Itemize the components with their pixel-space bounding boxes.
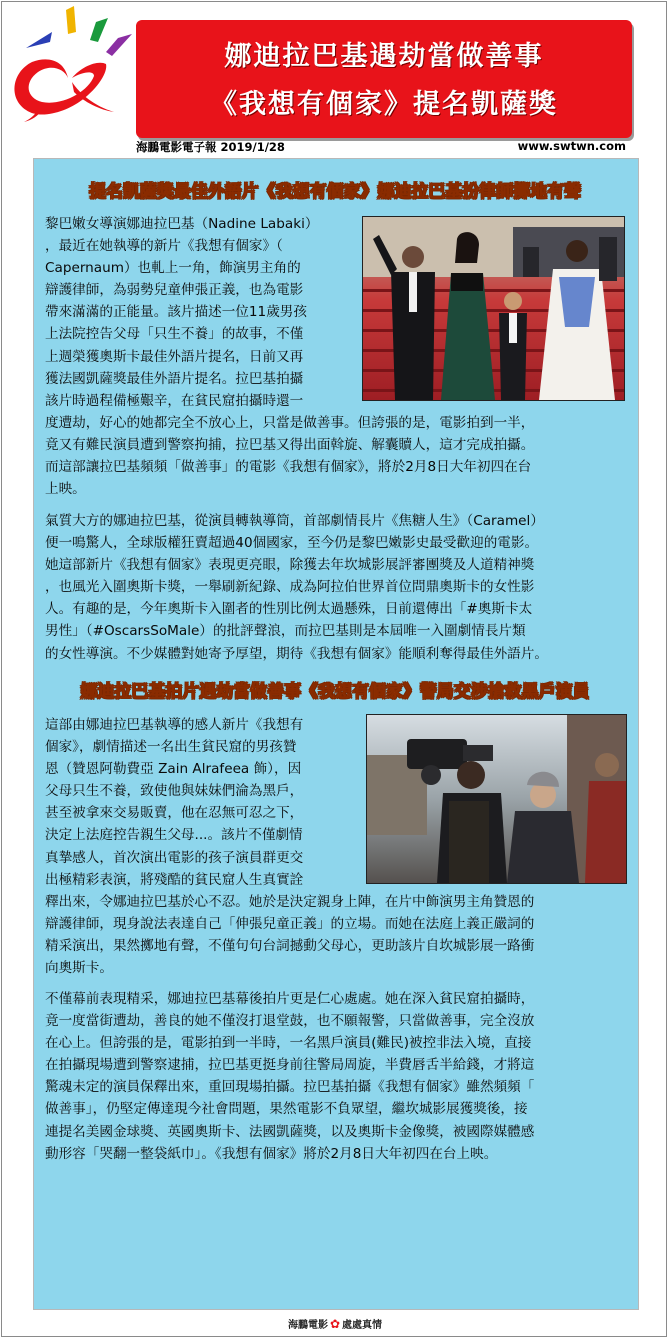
section1-paragraph2: [45, 510, 630, 665]
footer-logo: [0, 1316, 670, 1331]
page-title-line1: 娜迪拉巴基遇劫當做善事: [224, 41, 544, 72]
text-line: 向奧斯卡。: [45, 960, 113, 977]
text-line: 在心上。但誇張的是，電影拍到一半時，一名黑戶演員(難民)被控非法入境，直接: [45, 1035, 532, 1052]
text-line: ，也風光入圍奧斯卡獎，一舉刷新紀錄、成為阿拉伯世界首位問鼎奧斯卡的女性影: [45, 579, 535, 596]
page-title-line2: 《我想有個家》提名凱薩獎: [210, 89, 558, 120]
byline: 海鵬電影電子報 2019/1/28: [136, 140, 285, 154]
text-line: Capernaum）也軋上一角，飾演男主角的: [45, 260, 301, 277]
text-line: 辯護律師，現身說法表達自己「伸張兒童正義」的立場。而她在法庭上義正嚴詞的: [45, 915, 535, 932]
section1-paragraph1: [45, 213, 630, 500]
text-line: 真摯感人，首次演出電影的孩子演員群更交: [45, 849, 304, 866]
footer-right-text: 處處真情: [342, 1320, 383, 1331]
text-line: 度遭劫，好心的她都完全不放心上，只當是做善事。但誇張的是，電影拍到一半，: [45, 414, 535, 431]
text-line: 不僅幕前表現精采，娜迪拉巴基幕後拍片更是仁心處處。她在深入貧民窟拍攝時，: [45, 991, 535, 1007]
text-line: 父母只生不養，致使他與妹妹們淪為黑戶，: [45, 783, 304, 800]
text-line: 動形容「哭翻一整袋紙巾」。《我想有個家》將於2月8日大年初四在台上映。: [45, 1145, 498, 1162]
text-line: 上法院控告父母「只生不養」的故事，不僅: [45, 326, 304, 343]
text-line: 便一鳴驚人，全球版權狂賣超過40個國家，至今仍是黎巴嫩影史最受歡迎的電影。: [45, 535, 539, 552]
text-line: 竟又有難民演員遭到警察拘捕，拉巴基又得出面斡旋、解囊贖人，這才完成拍攝。: [45, 436, 535, 453]
text-line: 驚魂未定的演員保釋出來，重回現場拍攝。拉巴基拍攝《我想有個家》雖然頻頻「: [45, 1079, 535, 1096]
text-line: 氣質大方的娜迪拉巴基，從演員轉執導筒，首部劇情長片《焦糖人生》（Caramel）: [45, 513, 544, 529]
text-line: 精采演出，果然擲地有聲，不僅句句台詞撼動父母心，更助該片自坎城影展一路衝: [45, 937, 535, 954]
text-line: ，最近在她執導的新片《我想有個家》（: [45, 238, 283, 255]
text-line: 竟一度當街遭劫，善良的她不僅沒打退堂鼓，也不願報警，只當做善事，完全沒放: [45, 1013, 535, 1030]
text-line: 做善事」，仍堅定傳達現今社會問題，果然電影不負眾望，繼坎城影展獲獎後，接: [45, 1101, 528, 1118]
text-line: 釋出來，令娜迪拉巴基於心不忍。她於是決定親身上陣，在片中飾演男主角贊恩的: [45, 893, 535, 910]
text-line: 帶來滿滿的正能量。該片描述一位11歲男孩: [45, 304, 307, 321]
text-line: 甚至被拿來交易販賣，他在忍無可忍之下，: [45, 805, 304, 822]
text-line: 男性」（#OscarsSoMale）的批評聲浪，而拉巴基則是本屆唯一入圍劇情長片類: [45, 623, 526, 640]
text-line: 恩（贊恩阿勒費亞 Zain Alrafeea 飾），因: [45, 761, 302, 778]
text-line: 她這部新片《我想有個家》表現更亮眼，除獲去年坎城影展評審團獎及人道精神獎: [45, 557, 535, 574]
text-line: 決定上法庭控告親生父母...。該片不僅劇情: [45, 827, 303, 844]
section2-paragraph1: [45, 714, 630, 979]
text-line: 出極精彩表演，將殘酷的貧民窟人生真實詮: [45, 871, 304, 888]
section1-heading: 提名凱薩獎最佳外語片《我想有個家》娜迪拉巴基扮律師擲地有聲: [88, 182, 582, 202]
website-link[interactable]: www.swtwn.com: [517, 139, 626, 153]
text-line: 個家》，劇情描述一名出生貧民窟的男孩贊: [45, 739, 297, 756]
text-line: 在拍攝現場遭到警察逮捕，拉巴基更挺身前往警局周旋，半費唇舌半給錢，才將這: [45, 1057, 535, 1074]
text-line: 獲法國凱薩獎最佳外語片提名。拉巴基拍攝: [45, 370, 304, 387]
text-line: 該片時過程備極艱辛，在貧民窟拍攝時還一: [45, 392, 304, 409]
text-line: 連提名美國金球獎、英國奧斯卡、法國凱薩獎，以及奧斯卡金像獎，被國際媒體感: [45, 1123, 535, 1140]
footer-logo-icon: ✿: [329, 1317, 341, 1331]
text-line: 上週榮獲奧斯卡最佳外語片提名，日前又再: [45, 348, 304, 365]
text-line: 的女性導演。不少媒體對她寄予厚望，期待《我想有個家》能順利奪得最佳外語片。: [45, 645, 548, 662]
section2-heading: 娜迪拉巴基拍片遇劫當做善事《我想有個家》警局交涉搶救黑戶演員: [80, 682, 590, 702]
text-line: 黎巴嫩女導演娜迪拉巴基（Nadine Labaki）: [45, 216, 319, 232]
text-line: 而這部讓拉巴基頻頻「做善事」的電影《我想有個家》，將於2月8日大年初四在台: [45, 459, 532, 476]
footer-left-text: 海鵬電影: [287, 1320, 328, 1331]
text-line: 人。有趣的是，今年奧斯卡入圍者的性別比例太過懸殊，日前還傳出「#奧斯卡太: [45, 601, 533, 618]
text-line: 這部由娜迪拉巴基執導的感人新片《我想有: [45, 717, 304, 733]
swtwn-logo-icon: [2, 2, 138, 124]
text-line: 上映。: [45, 481, 86, 498]
section2-paragraph2: [45, 988, 630, 1165]
text-line: 辯護律師，為弱勢兒童伸張正義，也為電影: [45, 282, 304, 299]
